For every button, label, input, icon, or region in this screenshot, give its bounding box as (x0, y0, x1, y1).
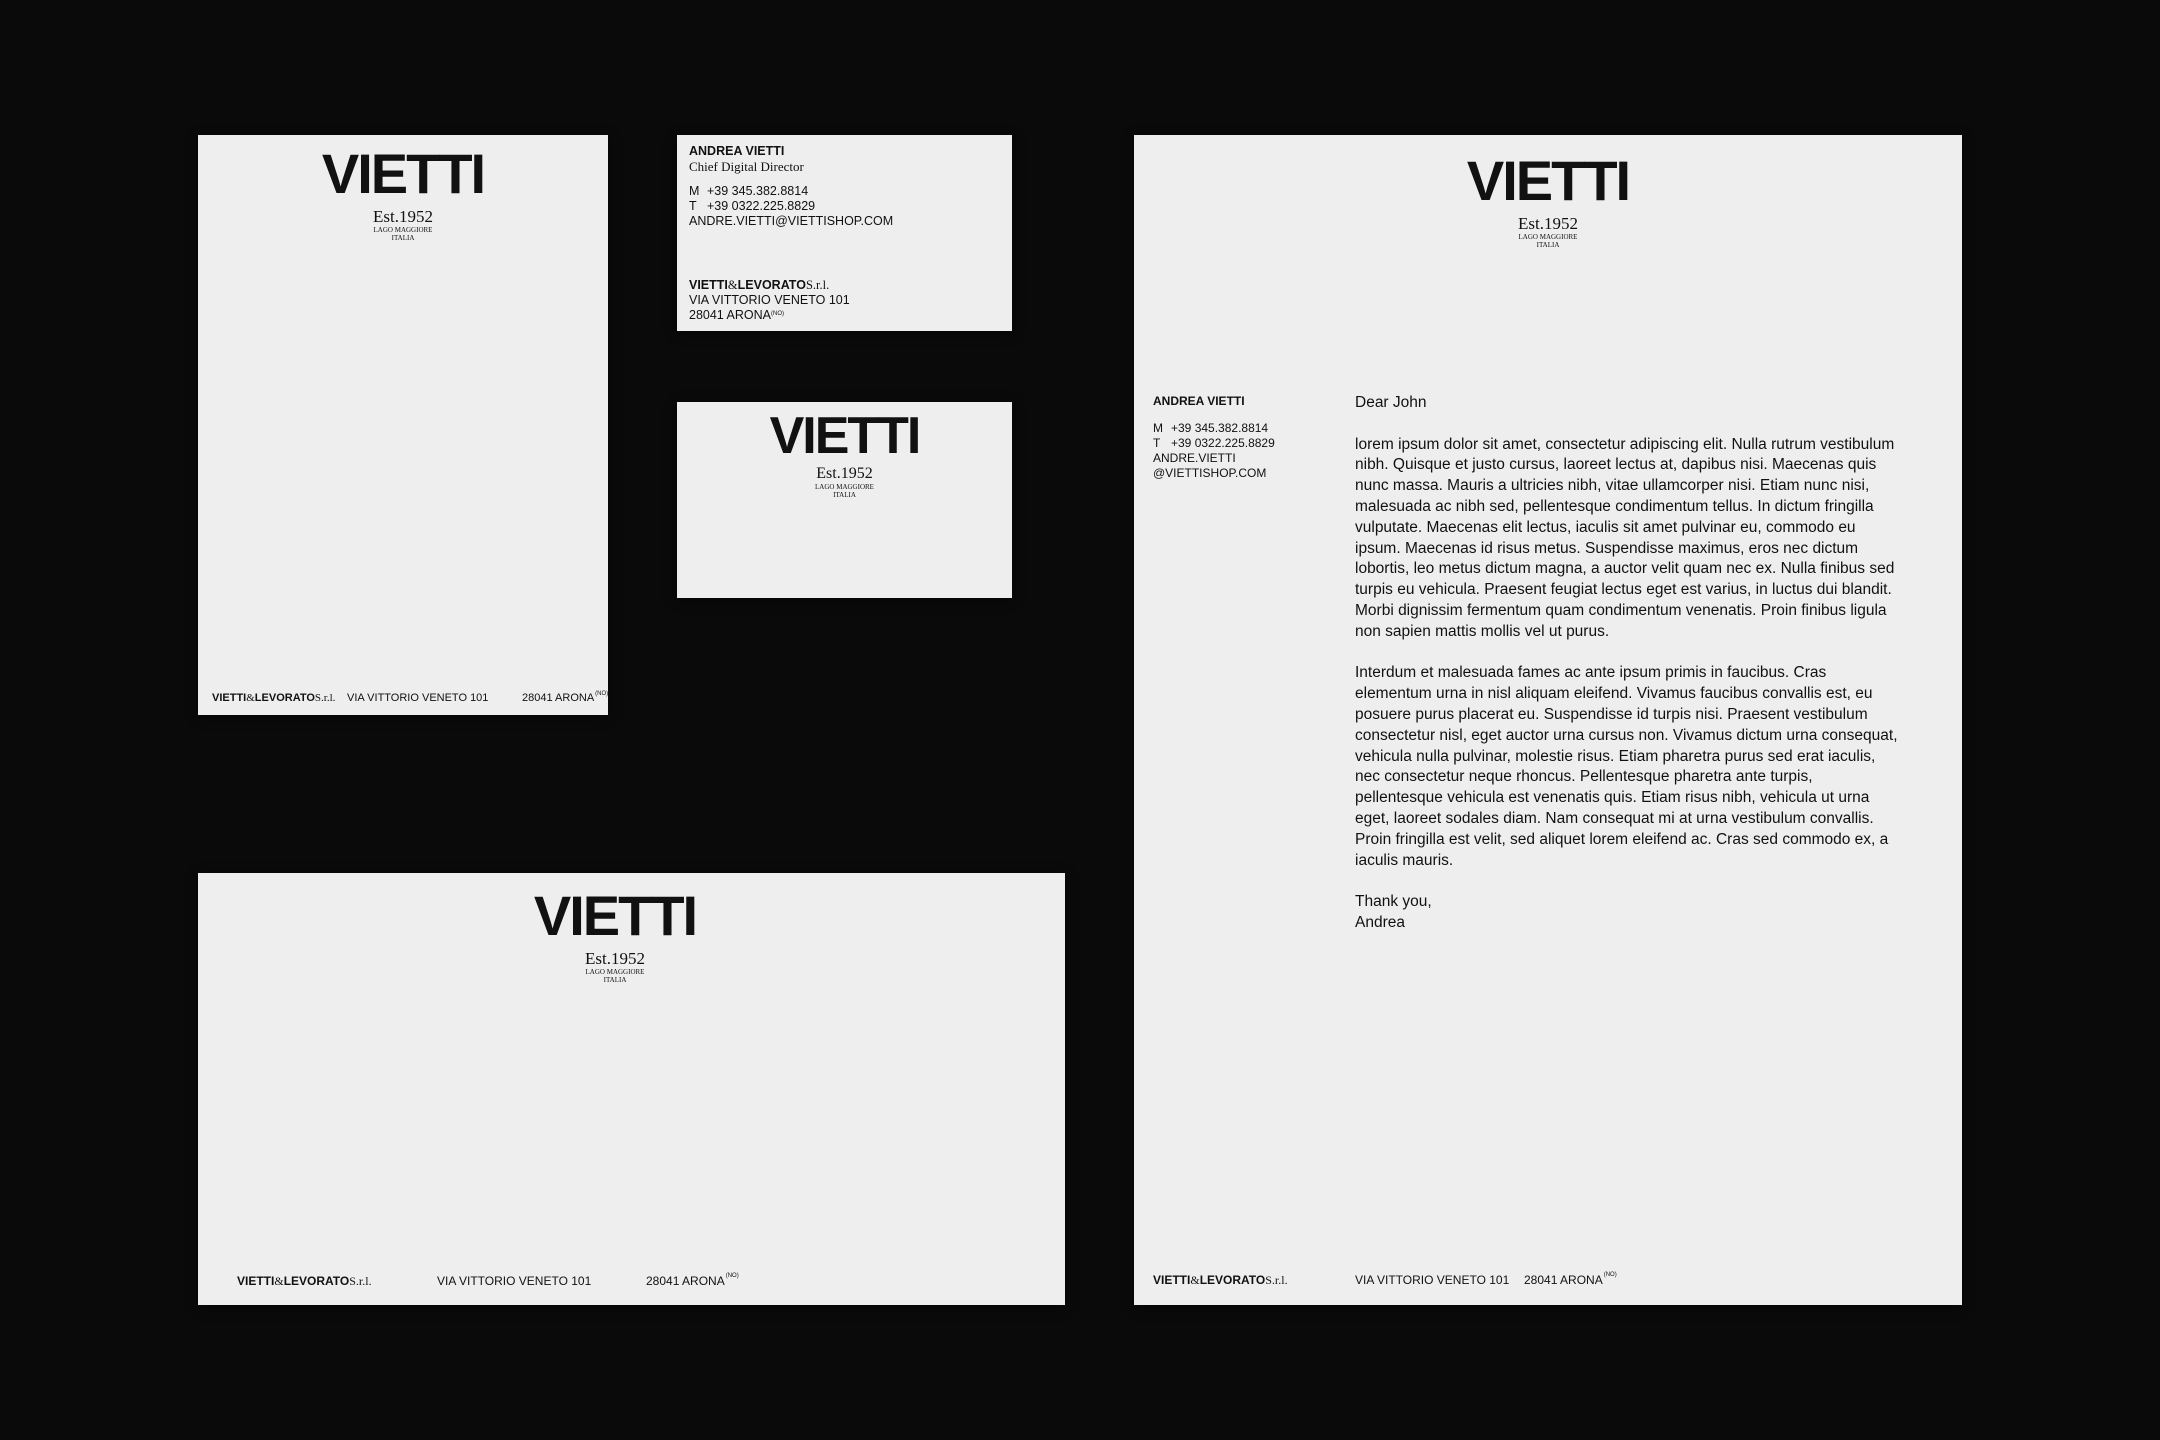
brand-location-line2: ITALIA (1536, 241, 1560, 250)
brand-location-line1: LAGO MAGGIORE (373, 225, 433, 234)
letter-body (1355, 393, 1903, 934)
card-contact (689, 144, 893, 229)
card-mobile: M +39 345.382.8814 (689, 184, 809, 198)
compliment-sheet (198, 135, 608, 715)
company-name: VIETTI&LEVORATOS.r.l. (1153, 1273, 1288, 1287)
sender-phone: T +39 0322.225.8829 (1153, 436, 1275, 450)
envelope-sheet (198, 873, 1065, 1305)
company-city: 28041 $ARONA^{(NO)}$ (689, 308, 784, 322)
company-name: VIETTI&LEVORATOS.r.l. (212, 692, 336, 704)
business-card-front (677, 402, 1012, 598)
card-email: ANDRE.VIETTI@VIETTISHOP.COM (689, 214, 894, 228)
brand-logo (677, 407, 1012, 500)
sender-email-line1: ANDRE.VIETTI (1153, 451, 1236, 465)
company-street: VIA VITTORIO VENETO 101 (689, 293, 850, 307)
business-card-back (677, 135, 1012, 331)
brand-location-line2: ITALIA (833, 491, 856, 500)
brand-location-line2: ITALIA (603, 976, 627, 985)
brand-established: Est.1952 (585, 949, 645, 968)
sheet-footer (212, 691, 609, 708)
brand-location-line2: ITALIA (391, 234, 415, 243)
sender-mobile: M +39 345.382.8814 (1153, 421, 1269, 435)
letter-signature: Andrea (1355, 913, 1405, 931)
brand-wordmark: VIETTI (769, 407, 920, 465)
brand-logo (1134, 149, 1962, 250)
letterhead-footer (1153, 1273, 1943, 1289)
brand-wordmark: VIETTI (533, 884, 697, 947)
letter-salutation: Dear John (1355, 394, 1427, 411)
letter-paragraph-1: lorem ipsum dolor sit amet, consectetur adipiscing elit. Nulla rutrum vestibulum nibh. Quisque et justo cursus, laoreet lectus at, dapibus nisi. Maecenas quis nunc massa. Mauris a ultricies nibh, vitae ullamcorper nisi. Etiam nunc nisi, malesuada ac nibh sed, pellentesque condimentum tellus. In dictum fringilla vulputate. Maecenas elit lectus, iaculis sit amet pulvinar eu, commodo eu ipsum. Maecenas id risus metus. Suspendisse maximus, eros nec dictum lobortis, leo metus dictum magna, a auctor velit quam nec ex. Nulla finibus sed turpis eu vehicula. Praesent feugiat lectus eget est varius, in luctus dui blandit. Morbi dignissim fermentum quam condimentum venenatis. Proin finibus ligula non sapien mattis mollis vel ut purus. (1355, 435, 1895, 640)
brand-location-line1: LAGO MAGGIORE (1518, 232, 1578, 241)
company-street: VIA VITTORIO VENETO 101 (347, 692, 489, 704)
brand-established: Est.1952 (373, 207, 433, 226)
card-address (689, 278, 850, 323)
card-phone: T +39 0322.225.8829 (689, 199, 816, 213)
letterhead-sheet (1134, 135, 1962, 1305)
company-street: VIA VITTORIO VENETO 101 (1355, 1273, 1510, 1287)
brand-logo (198, 884, 1032, 985)
brand-logo (198, 142, 608, 243)
sender-email-line2: @VIETTISHOP.COM (1153, 466, 1267, 480)
sender-name: ANDREA VIETTI (1153, 394, 1245, 408)
card-name: ANDREA VIETTI (689, 144, 785, 158)
envelope-footer (237, 1274, 1037, 1290)
letter-sender-block (1153, 394, 1275, 481)
company-name: VIETTI&LEVORATOS.r.l. (689, 278, 830, 292)
letter-closing: Thank you, (1355, 893, 1432, 911)
brand-established: Est.1952 (1518, 214, 1578, 233)
brand-established: Est.1952 (816, 465, 873, 482)
brand-location-line1: LAGO MAGGIORE (585, 967, 645, 976)
letter-paragraph-2: Interdum et malesuada fames ac ante ipsum primis in faucibus. Cras elementum urna in nisl aliquam eleifend. Vivamus faucibus convallis est, eu posuere purus placerat eu. Suspendisse id turpis nisi. Praesent vestibulum consectetur nisl, eget auctor urna cursus non. Vivamus dictum urna consequat, vehicula nulla pulvinar, molestie risus. Etiam pharetra purus sed erat iaculis, nec consectetur neque rhoncus. Pellentesque pharetra ante turpis, pellentesque vehicula est venenatis quis. Etiam risus nibh, vehicula ut urna eget, laoreet sodales diam. Nam consequat mi at urna vestibulum convallis. Proin fringilla est velit, sed aliquet lorem eleifend ac. Cras sed commodo ex, a iaculis mauris. (1355, 664, 1898, 869)
company-street: VIA VITTORIO VENETO 101 (437, 1274, 592, 1288)
company-city: 28041 $ARONA^{(NO)}$ (522, 691, 609, 704)
company-city: 28041 $ARONA^{(NO)}$ (646, 1273, 739, 1288)
brand-location-line1: LAGO MAGGIORE (815, 482, 874, 491)
company-city: 28041 $ARONA^{(NO)}$ (1524, 1272, 1617, 1287)
company-name: VIETTI&LEVORATOS.r.l. (237, 1274, 372, 1288)
brand-wordmark: VIETTI (321, 142, 485, 205)
card-role: Chief Digital Director (689, 159, 804, 174)
brand-wordmark: VIETTI (1466, 149, 1630, 212)
